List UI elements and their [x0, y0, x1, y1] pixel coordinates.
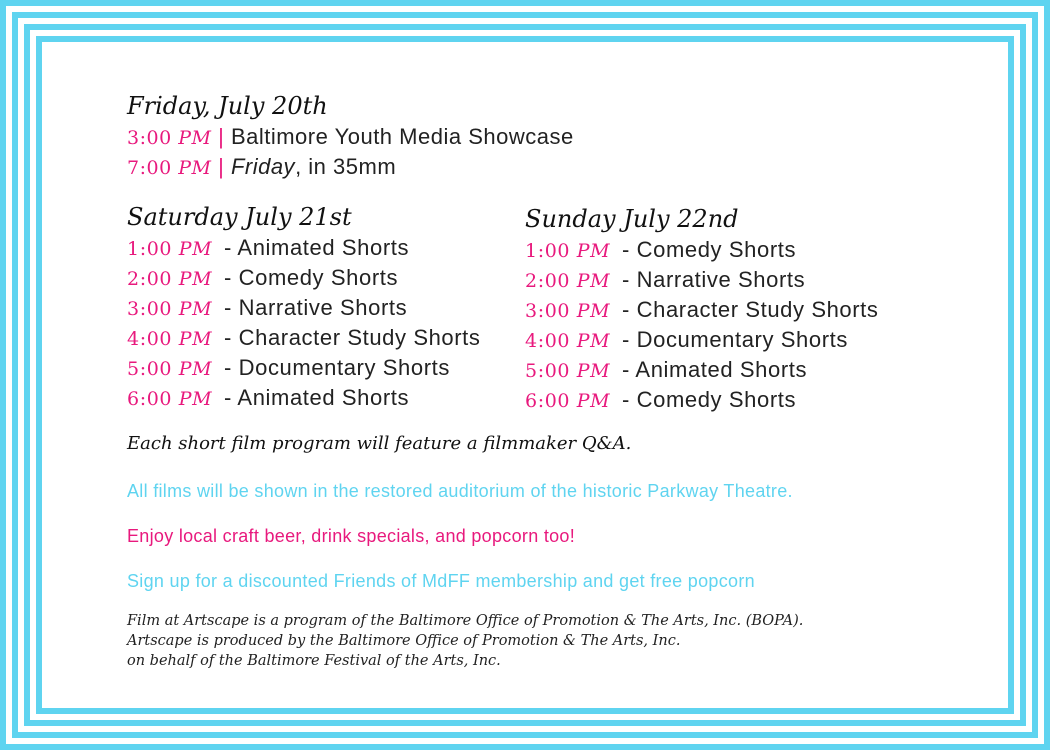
event-title: - Animated Shorts [224, 235, 410, 260]
event-title: - Narrative Shorts [622, 267, 806, 292]
event-title: Baltimore Youth Media Showcase [230, 124, 574, 149]
list-item [525, 327, 848, 353]
friday-event [127, 124, 574, 150]
membership-note: Sign up for a discounted Friends of MdFF membership and get free popcorn [127, 571, 755, 591]
friday-heading: Friday, July 20th [127, 92, 328, 120]
credits [127, 611, 803, 671]
event-time: 3:00 PM [525, 300, 611, 322]
list-item [127, 265, 398, 291]
event-title: - Comedy Shorts [622, 237, 797, 262]
event-title: - Documentary Shorts [622, 327, 848, 352]
event-title: - Documentary Shorts [224, 355, 450, 380]
event-title-suffix: , in 35mm [295, 154, 397, 179]
event-title: - Comedy Shorts [622, 387, 797, 412]
event-title: - Animated Shorts [622, 357, 808, 382]
qa-note: Each short film program will feature a filmmaker Q&A. [127, 433, 632, 454]
event-title: - Narrative Shorts [224, 295, 408, 320]
saturday-heading: Saturday July 21st [127, 203, 352, 231]
event-time: 7:00 PM [127, 157, 212, 179]
venue-note: All films will be shown in the restored auditorium of the historic Parkway Theatre. [127, 481, 793, 501]
event-time: 4:00 PM [525, 330, 611, 352]
event-time: 1:00 PM [525, 240, 611, 262]
list-item [127, 355, 450, 381]
list-item [127, 385, 409, 411]
list-item [525, 267, 805, 293]
event-title: - Character Study Shorts [622, 297, 879, 322]
list-item [127, 325, 481, 351]
event-time: 4:00 PM [127, 328, 213, 350]
list-item [525, 357, 807, 383]
separator: | [218, 154, 225, 179]
separator: | [218, 124, 225, 149]
event-time: 2:00 PM [127, 268, 213, 290]
event-time: 3:00 PM [127, 127, 212, 149]
event-title: - Animated Shorts [224, 385, 410, 410]
list-item [525, 237, 796, 263]
beer-note: Enjoy local craft beer, drink specials, and popcorn too! [127, 526, 576, 546]
event-title: - Character Study Shorts [224, 325, 481, 350]
friday-event [127, 154, 396, 180]
list-item [127, 295, 407, 321]
event-title-film: Friday [230, 154, 296, 179]
event-time: 5:00 PM [127, 358, 213, 380]
list-item [525, 387, 796, 413]
event-time: 2:00 PM [525, 270, 611, 292]
event-time: 6:00 PM [127, 388, 213, 410]
sunday-heading: Sunday July 22nd [525, 205, 739, 233]
credits-line: Artscape is produced by the Baltimore Office of Promotion & The Arts, Inc. [127, 633, 681, 649]
event-time: 1:00 PM [127, 238, 213, 260]
event-time: 3:00 PM [127, 298, 213, 320]
credits-line: Film at Artscape is a program of the Baltimore Office of Promotion & The Arts, Inc. (BOPA). [127, 613, 804, 629]
list-item [525, 297, 879, 323]
credits-line: on behalf of the Baltimore Festival of the Arts, Inc. [127, 653, 501, 669]
event-title: - Comedy Shorts [224, 265, 399, 290]
event-time: 5:00 PM [525, 360, 611, 382]
list-item [127, 235, 409, 261]
event-time: 6:00 PM [525, 390, 611, 412]
